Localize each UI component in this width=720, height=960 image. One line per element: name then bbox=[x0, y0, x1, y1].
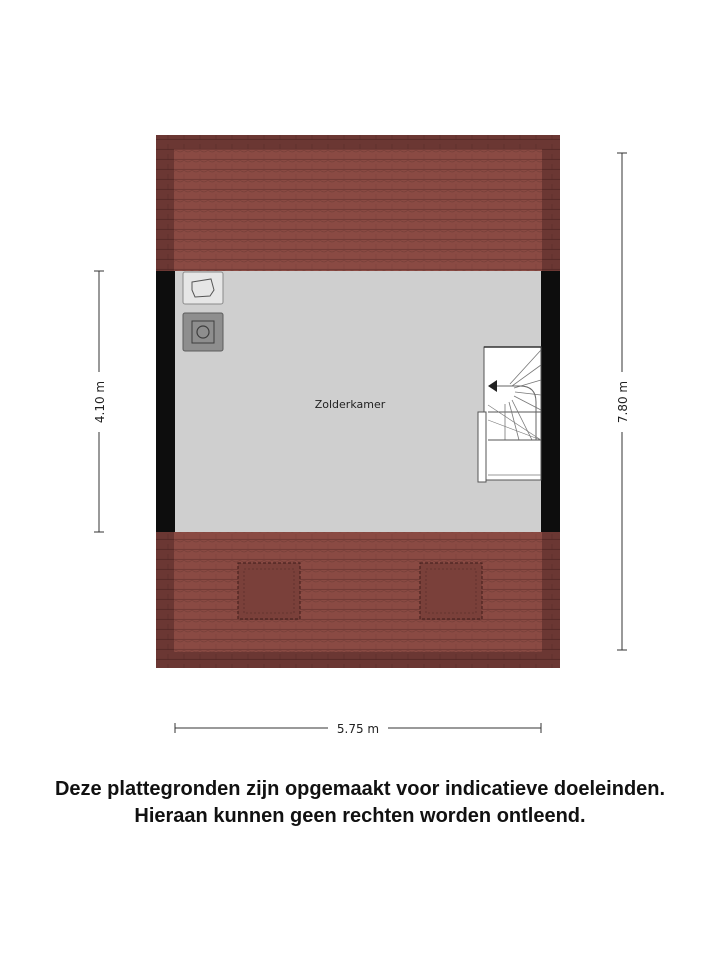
dimension-label-left: 4.10 m bbox=[93, 380, 107, 424]
dimension-bottom bbox=[175, 722, 541, 736]
washing-machine-icon bbox=[183, 313, 223, 351]
sink-icon bbox=[183, 272, 223, 304]
disclaimer-line-1: Deze plattegronden zijn opgemaakt voor indicatieve doeleinden. bbox=[54, 778, 666, 800]
dimension-right bbox=[616, 153, 630, 650]
wall-right bbox=[541, 271, 560, 532]
disclaimer bbox=[0, 776, 720, 830]
wall-left bbox=[156, 271, 175, 532]
roof-top bbox=[156, 135, 560, 271]
skylight-icon bbox=[420, 563, 482, 619]
skylight-icon bbox=[238, 563, 300, 619]
roof-bottom bbox=[156, 532, 560, 668]
dimension-label-bottom: 5.75 m bbox=[336, 722, 380, 736]
room-label: Zolderkamer bbox=[314, 398, 386, 411]
staircase-icon bbox=[478, 347, 541, 482]
dimension-label-right: 7.80 m bbox=[616, 380, 630, 424]
dimension-left bbox=[93, 271, 107, 532]
disclaimer-line-2: Hieraan kunnen geen rechten worden ontleend. bbox=[134, 805, 586, 827]
